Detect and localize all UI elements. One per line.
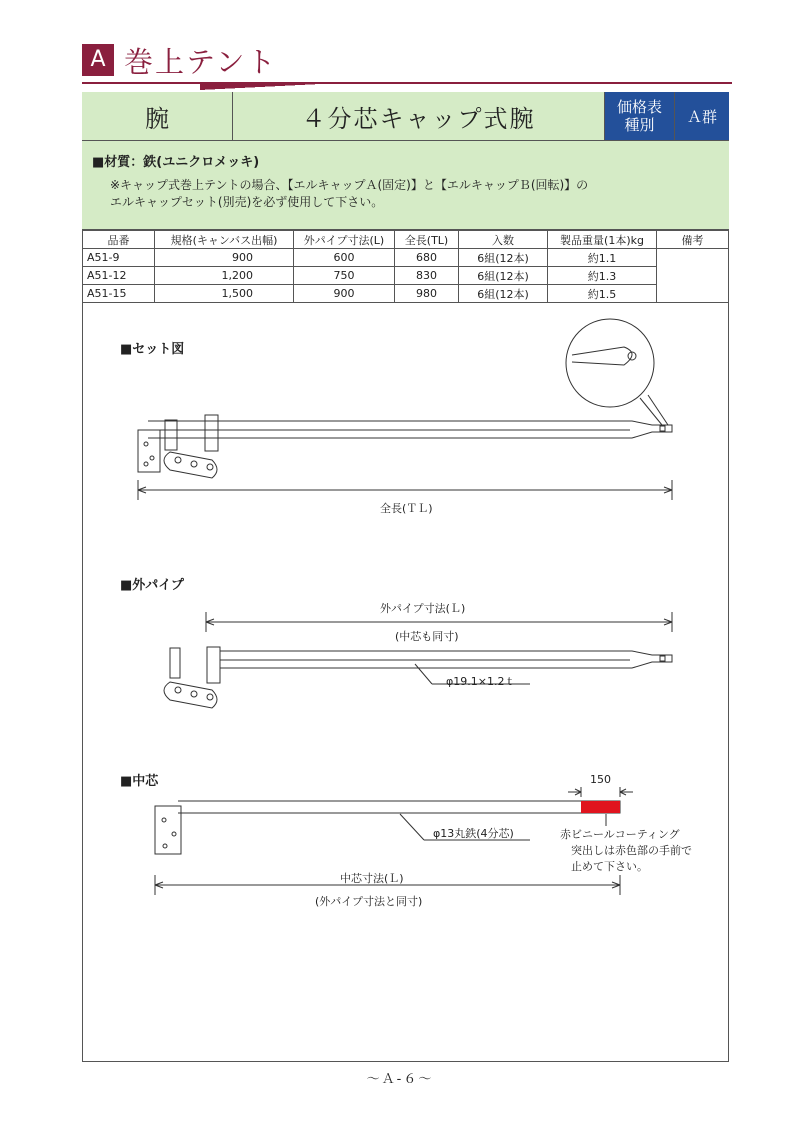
cell-qty: 6組(12本) (459, 249, 548, 267)
outer-pipe-title: ■外パイプ (120, 578, 184, 593)
material-line: ■材質：鉄(ユニクロメッキ) (92, 155, 260, 170)
detail-magnifier (566, 319, 654, 407)
section-badge: A (82, 44, 114, 76)
th-part-no: 品番 (83, 231, 155, 249)
core-same-label: (外パイプ寸法と同寸) (315, 895, 423, 908)
section-title: 巻上テント (124, 45, 278, 79)
core-title: ■中芯 (120, 774, 159, 789)
page-number: ～Ａ-６～ (366, 1072, 434, 1087)
th-size: 規格(キャンバス出幅) (155, 231, 294, 249)
core-length-label: 中芯寸法(Ｌ) (340, 872, 404, 885)
price-label-2: 種別 (624, 116, 655, 134)
cell-weight: 約1.3 (548, 267, 657, 285)
outer-same-label: (中芯も同寸) (395, 630, 459, 643)
th-quantity: 入数 (459, 231, 548, 249)
cell-total: 980 (395, 285, 459, 303)
outer-spec-label: φ19.1×1.2ｔ (446, 675, 516, 688)
cell-qty: 6組(12本) (459, 267, 548, 285)
coating-note-1: 突出しは赤色部の手前で (571, 844, 692, 857)
core-bracket (155, 806, 181, 854)
cell-total: 830 (395, 267, 459, 285)
cell-size: 1,200 (155, 267, 294, 285)
cell-part-no: A51-12 (83, 267, 155, 285)
cell-outer: 600 (294, 249, 395, 267)
th-total-length: 全長(TL) (395, 231, 459, 249)
set-chain (164, 452, 217, 478)
set-diagram-title: ■セット図 (120, 342, 185, 357)
material-note-2: エルキャップセット(別売)を必ず使用して下さい。 (110, 195, 384, 209)
cell-outer: 900 (294, 285, 395, 303)
red-coating (581, 801, 620, 813)
th-remarks: 備考 (657, 231, 729, 249)
cell-weight: 約1.1 (548, 249, 657, 267)
category-cell: 腕 (82, 92, 233, 140)
cell-part-no: A51-15 (83, 285, 155, 303)
outer-chain (164, 682, 217, 708)
core-bar (178, 801, 620, 813)
outer-length-label: 外パイプ寸法(Ｌ) (380, 602, 466, 615)
coating-label: 赤ビニールコーティング (560, 828, 680, 841)
material-note-1: ※キャップ式巻上テントの場合、【エルキャップＡ(固定)】と【エルキャップＢ(回転)】の (110, 178, 589, 192)
set-bracket (138, 430, 160, 472)
th-weight: 製品重量(1本)kg (548, 231, 657, 249)
th-outer-length: 外パイプ寸法(L) (294, 231, 395, 249)
cell-part-no: A51-9 (83, 249, 155, 267)
cell-size: 1,500 (155, 285, 294, 303)
product-name: ４分芯キャップ式腕 (233, 92, 605, 140)
coating-note-2: 止めて下さい。 (571, 860, 648, 873)
core-150-label: 150 (590, 773, 611, 786)
core-spec-label: φ13丸鉄(4分芯) (433, 827, 514, 840)
cell-size: 900 (155, 249, 294, 267)
cell-weight: 約1.5 (548, 285, 657, 303)
cell-outer: 750 (294, 267, 395, 285)
cell-total: 680 (395, 249, 459, 267)
cell-qty: 6組(12本) (459, 285, 548, 303)
total-length-label: 全長(ＴＬ) (380, 502, 433, 515)
group-cell: Ａ群 (675, 92, 729, 140)
price-label-1: 価格表 (616, 98, 662, 116)
